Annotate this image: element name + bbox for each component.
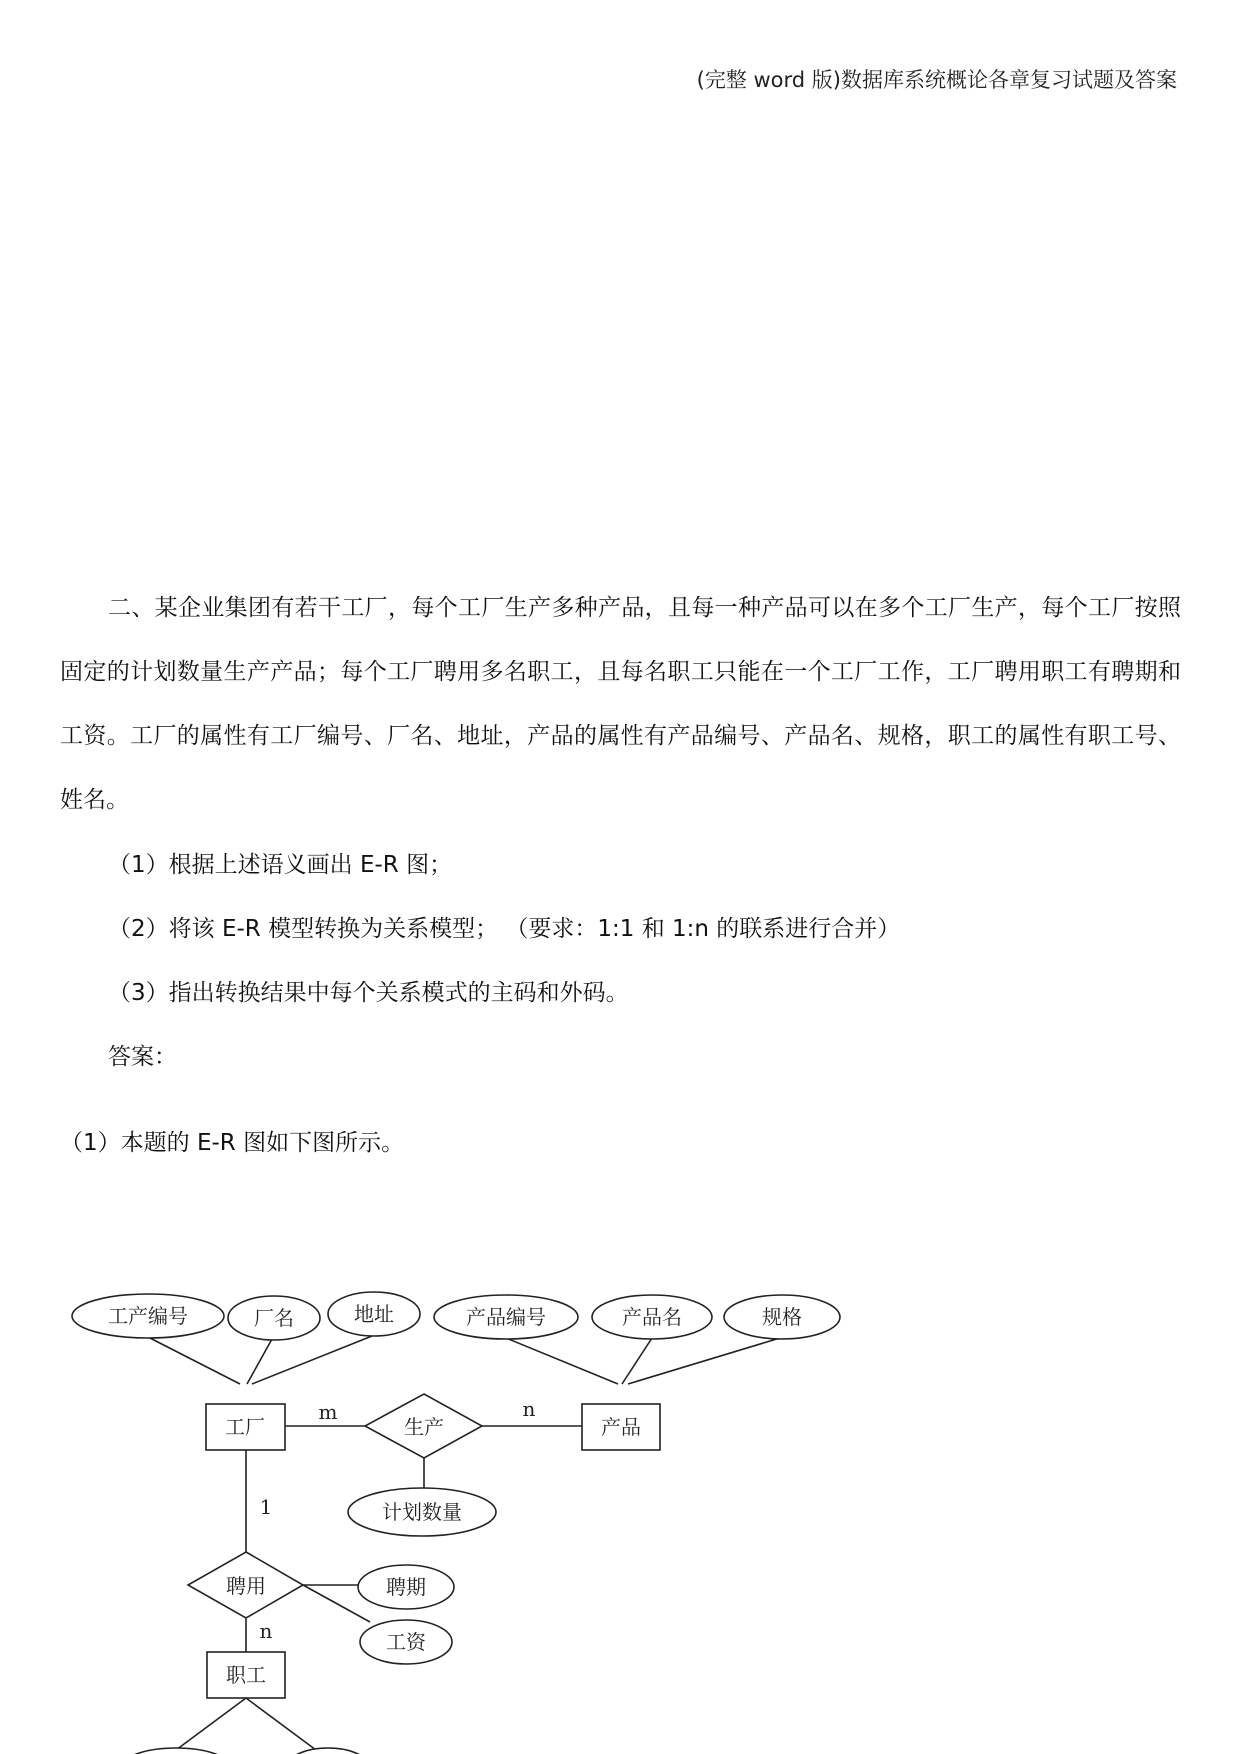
attr-hire-term xyxy=(358,1565,454,1609)
svg-text:规格: 规格 xyxy=(762,1305,802,1329)
edge-employee-empno xyxy=(176,1698,246,1750)
question-item-1: （1）根据上述语义画出 E-R 图； xyxy=(108,852,453,878)
relationship-hire xyxy=(188,1552,303,1618)
svg-text:产品: 产品 xyxy=(601,1415,641,1439)
svg-text:生产: 生产 xyxy=(404,1415,444,1439)
attr-factory-addr xyxy=(328,1292,420,1336)
cardinality-n-employee: n xyxy=(259,1619,273,1643)
svg-text:聘期: 聘期 xyxy=(386,1575,426,1599)
answer-sub-1: （1）本题的 E-R 图如下图所示。 xyxy=(60,1130,405,1156)
cardinality-m: m xyxy=(318,1400,338,1424)
answer-label: 答案： xyxy=(108,1044,177,1070)
attr-plan-qty xyxy=(348,1488,496,1536)
cardinality-n-product: n xyxy=(522,1397,536,1421)
attr-factory-name xyxy=(228,1296,320,1340)
edge-productno-product xyxy=(506,1338,618,1384)
attr-employee-name xyxy=(284,1748,372,1754)
svg-text:职工: 职工 xyxy=(226,1663,266,1687)
cardinality-1-factory: 1 xyxy=(259,1495,273,1519)
question-item-2: （2）将该 E-R 模型转换为关系模型； （要求：1:1 和 1:n 的联系进行合并） xyxy=(108,916,901,942)
attr-factory-no xyxy=(72,1294,224,1338)
svg-text:工产编号: 工产编号 xyxy=(108,1304,188,1328)
attr-product-spec xyxy=(724,1295,840,1339)
edge-spec-product xyxy=(628,1338,780,1384)
er-diagram xyxy=(0,1280,1241,1754)
attr-product-name xyxy=(592,1295,712,1339)
svg-text:工厂: 工厂 xyxy=(225,1415,265,1439)
attr-product-no xyxy=(434,1295,578,1339)
page-header: (完整 word 版)数据库系统概论各章复习试题及答案 xyxy=(696,68,1177,92)
svg-text:聘用: 聘用 xyxy=(226,1574,266,1598)
attr-employee-no xyxy=(118,1748,234,1754)
relationship-produce xyxy=(365,1394,482,1458)
svg-text:厂名: 厂名 xyxy=(254,1306,294,1330)
svg-text:工资: 工资 xyxy=(386,1630,426,1654)
question-stem: 二、某企业集团有若干工厂，每个工厂生产多种产品，且每一种产品可以在多个工厂生产，每个工厂按照固定的计划数量生产产品；每个工厂聘用多名职工，且每名职工只能在一个工厂工作，工厂聘用职工有聘期和工资。工厂的属性有工厂编号、厂名、地址，产品的属性有产品编号、产品名、规格，职工的属性有职工号、姓名。 xyxy=(60,595,1181,813)
entity-factory xyxy=(206,1404,285,1450)
edge-productname-product xyxy=(622,1338,652,1384)
edge-factoryno-factory xyxy=(148,1337,240,1384)
edge-employee-empname xyxy=(246,1698,316,1750)
entity-employee xyxy=(207,1652,285,1698)
svg-text:产品编号: 产品编号 xyxy=(466,1305,546,1329)
svg-text:地址: 地址 xyxy=(354,1302,394,1326)
entity-product xyxy=(582,1404,660,1450)
svg-text:产品名: 产品名 xyxy=(622,1305,682,1329)
svg-text:计划数量: 计划数量 xyxy=(382,1500,462,1524)
question-item-3: （3）指出转换结果中每个关系模式的主码和外码。 xyxy=(108,980,629,1006)
attr-salary xyxy=(360,1620,452,1664)
